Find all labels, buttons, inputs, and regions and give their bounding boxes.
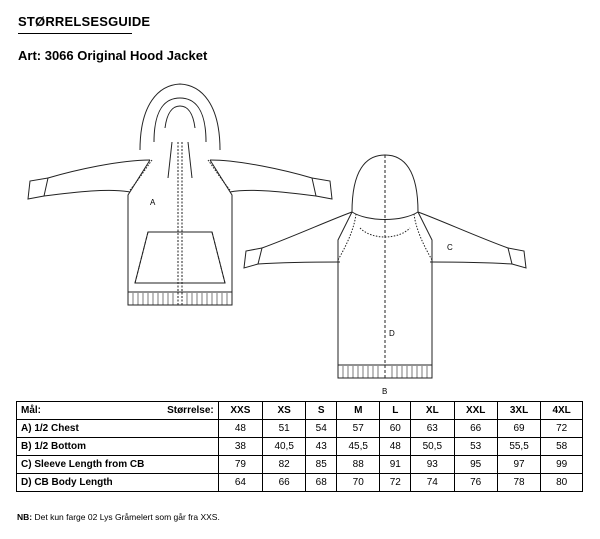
size-col: XL [411,402,454,420]
table-cell: 48 [218,420,262,438]
table-cell: 70 [337,474,380,492]
row-label: D) CB Body Length [17,474,219,492]
table-cell: 60 [380,420,411,438]
table-cell: 63 [411,420,454,438]
table-cell: 48 [380,438,411,456]
table-cell: 66 [454,420,497,438]
row-label: A) 1/2 Chest [17,420,219,438]
size-col: 4XL [541,402,583,420]
table-cell: 78 [497,474,540,492]
corner-cell [17,402,219,420]
footnote-prefix: NB: [17,512,33,522]
table-cell: 72 [380,474,411,492]
footnote-text: Det kun farge 02 Lys Gråmelert som går fra XXS. [34,512,220,522]
corner-right: Størrelse: [167,405,214,416]
table-cell: 50,5 [411,438,454,456]
table-cell: 55,5 [497,438,540,456]
table-cell: 74 [411,474,454,492]
size-col: XS [262,402,305,420]
sleeve-label: C [447,243,453,252]
table-cell: 91 [380,456,411,474]
table-cell: 54 [306,420,337,438]
table-cell: 80 [541,474,583,492]
table-cell: 57 [337,420,380,438]
table-cell: 58 [541,438,583,456]
back-view [244,155,526,378]
jacket-technical-drawing [0,70,600,400]
table-row [17,456,583,474]
size-col: L [380,402,411,420]
footnote [17,512,220,522]
corner-left: Mål: [21,405,41,416]
front-view [28,84,332,305]
table-cell: 68 [306,474,337,492]
size-table [16,401,583,492]
table-cell: 66 [262,474,305,492]
article-title: Art: 3066 Original Hood Jacket [18,48,208,63]
table-cell: 43 [306,438,337,456]
table-cell: 72 [541,420,583,438]
table-cell: 79 [218,456,262,474]
table-row [17,438,583,456]
table-cell: 93 [411,456,454,474]
page-title: STØRRELSESGUIDE [18,14,151,29]
table-cell: 45,5 [337,438,380,456]
table-cell: 88 [337,456,380,474]
size-col: XXS [218,402,262,420]
table-cell: 97 [497,456,540,474]
chest-label: A [150,198,156,207]
size-col: M [337,402,380,420]
size-col: 3XL [497,402,540,420]
table-cell: 85 [306,456,337,474]
title-underline [18,33,132,34]
table-cell: 64 [218,474,262,492]
table-cell: 99 [541,456,583,474]
size-col: XXL [454,402,497,420]
table-cell: 82 [262,456,305,474]
row-label: B) 1/2 Bottom [17,438,219,456]
size-col: S [306,402,337,420]
size-header-row [17,402,583,420]
bottom-label: B [382,387,388,396]
body-length-label: D [389,329,395,338]
table-row [17,474,583,492]
table-cell: 95 [454,456,497,474]
table-cell: 38 [218,438,262,456]
table-cell: 53 [454,438,497,456]
table-row [17,420,583,438]
table-cell: 51 [262,420,305,438]
table-cell: 69 [497,420,540,438]
table-cell: 76 [454,474,497,492]
row-label: C) Sleeve Length from CB [17,456,219,474]
table-cell: 40,5 [262,438,305,456]
